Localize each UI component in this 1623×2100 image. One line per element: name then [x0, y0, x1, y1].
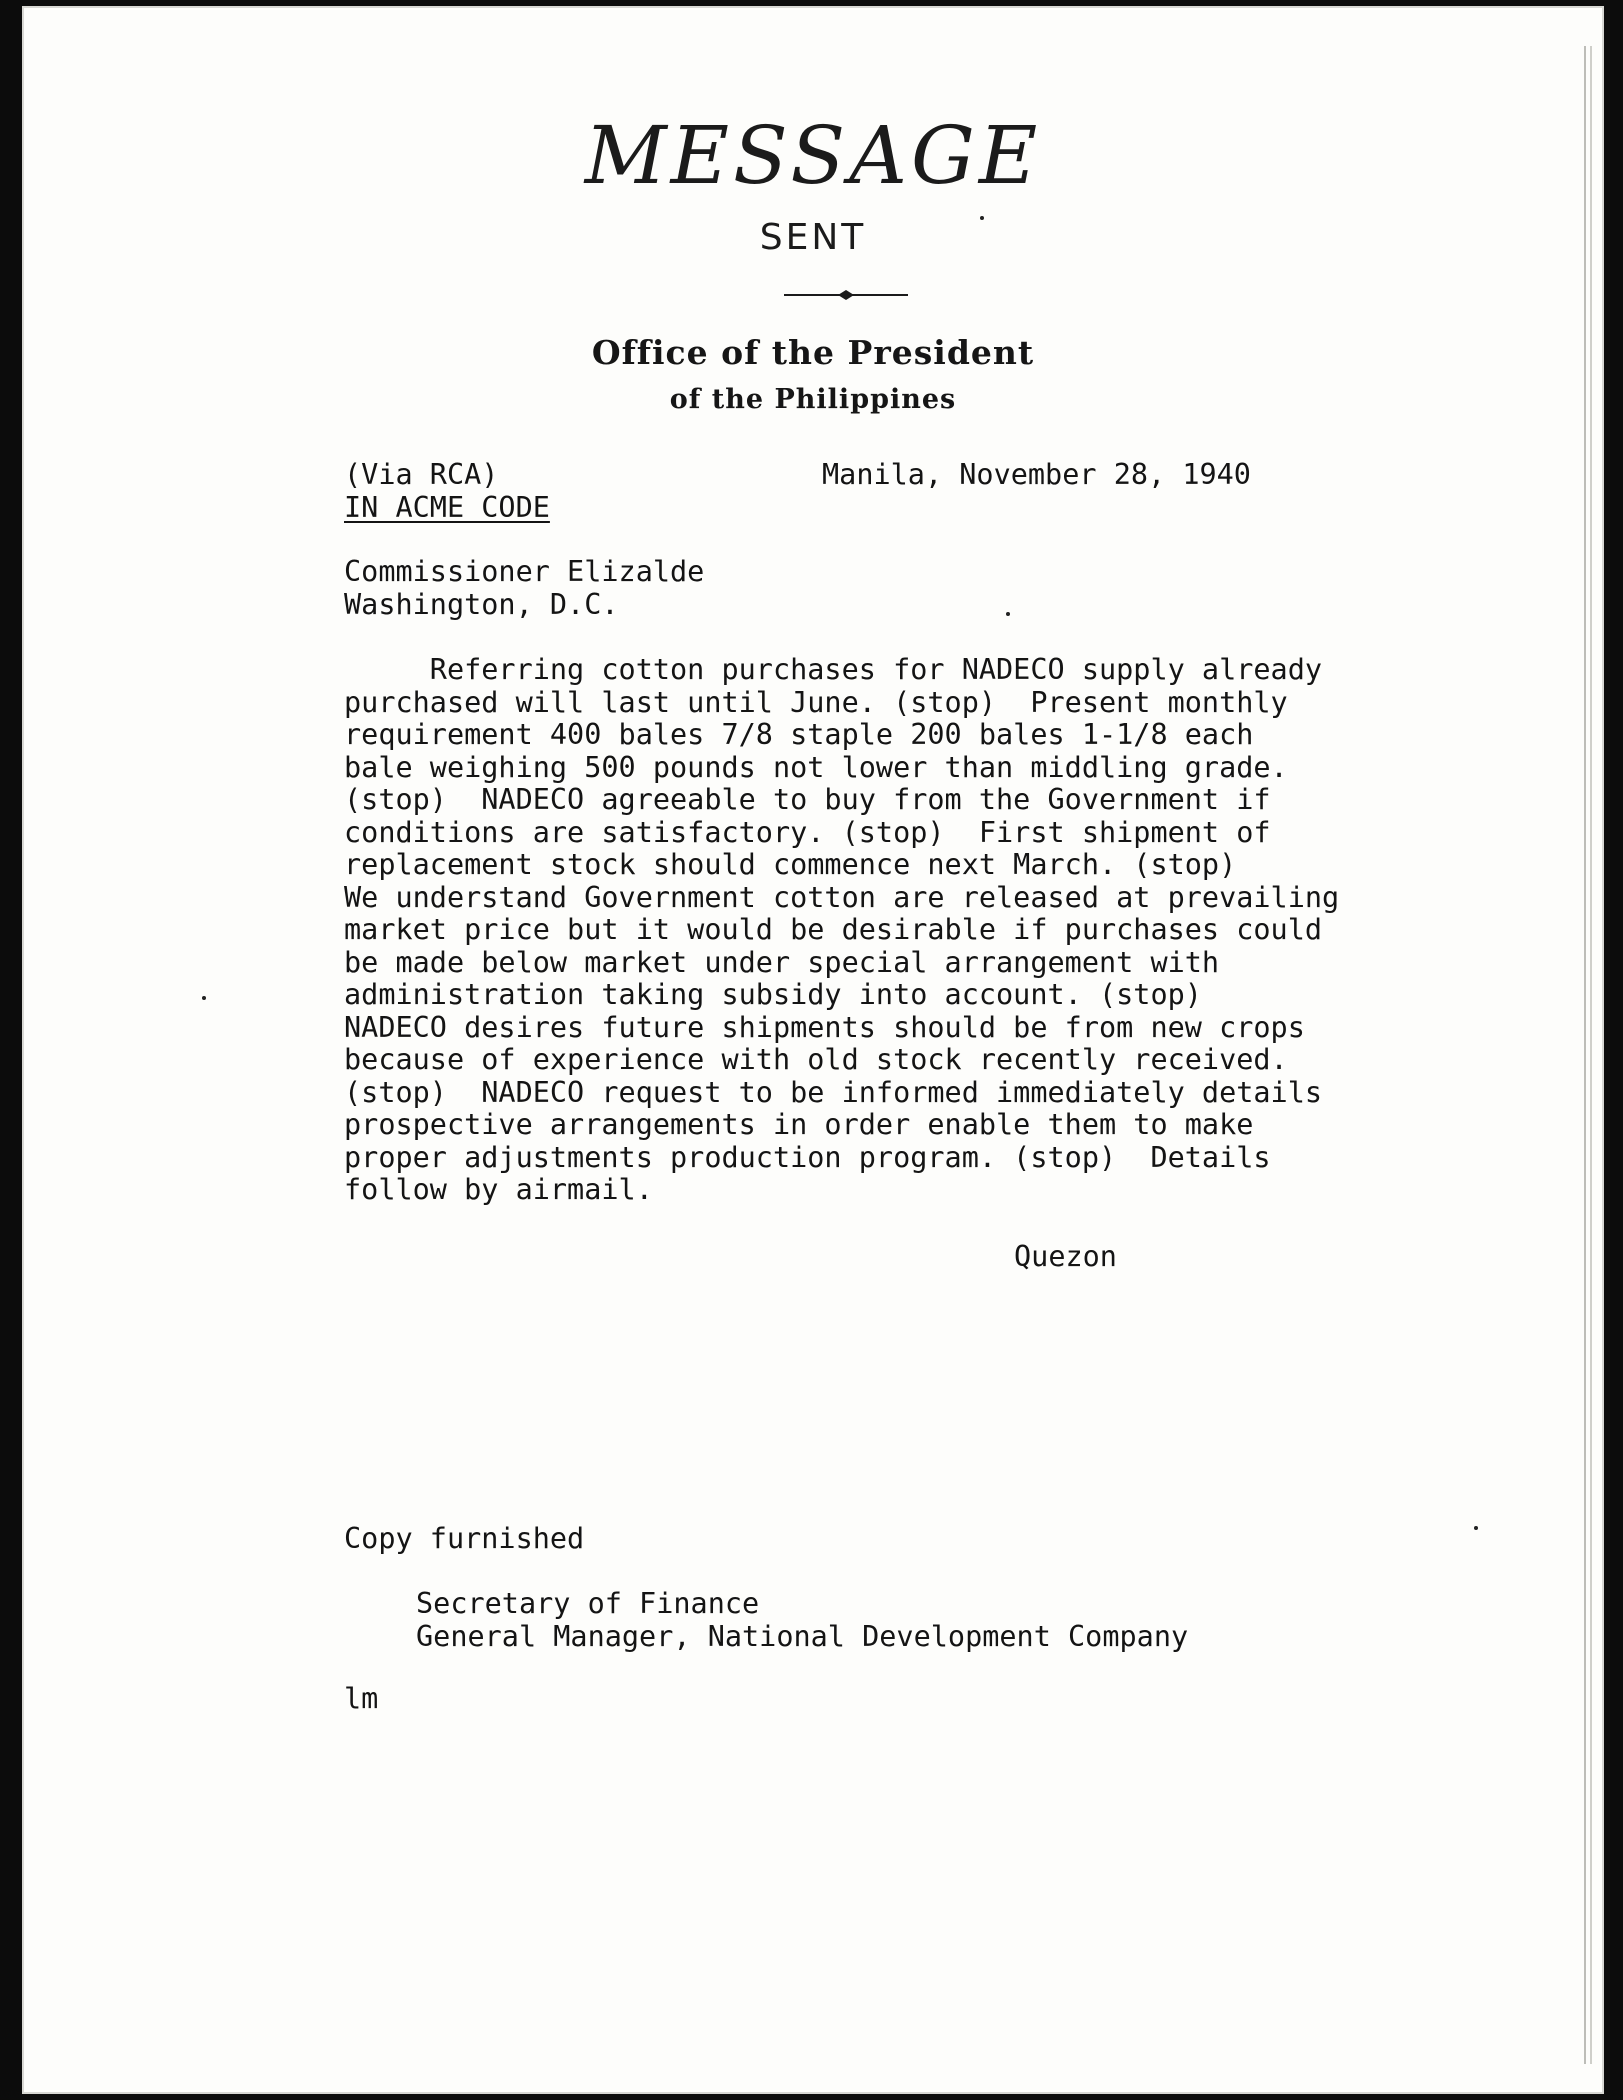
message-title: MESSAGE [584, 109, 1042, 202]
message-body [344, 654, 1504, 1207]
ink-speck [980, 216, 984, 220]
addressee-name: Commissioner Elizalde [344, 555, 705, 588]
message-subtitle: SENT [759, 217, 867, 258]
ink-speck [202, 996, 206, 1000]
copy-recipient: Secretary of Finance [416, 1587, 760, 1620]
body-line: conditions are satisfactory. (stop) First shipment of [344, 815, 1271, 849]
body-line: Referring cotton purchases for NADECO supply already [344, 653, 1323, 686]
body-line: requirement 400 bales 7/8 staple 200 bales 1-1/8 each [344, 718, 1254, 751]
body-line: because of experience with old stock recently received. [344, 1043, 1288, 1076]
body-line: (stop) NADECO request to be informed immediately details [344, 1075, 1323, 1109]
office-subheading: of the Philippines [669, 384, 957, 415]
ink-speck [1474, 1526, 1478, 1530]
body-line: purchased will last until June. (stop) Present monthly [344, 685, 1288, 719]
document-page [22, 6, 1604, 2094]
typist-initials: lm [344, 1682, 379, 1715]
addressee-location: Washington, D.C. [344, 588, 619, 621]
body-line: (stop) NADECO agreeable to buy from the Government if [344, 783, 1271, 816]
divider-ornament-icon [784, 288, 908, 302]
body-line: market price but it would be desirable if purchases could [344, 913, 1323, 946]
body-line: NADECO desires future shipments should be from new crops [344, 1010, 1305, 1044]
routing-code: IN ACME CODE [344, 491, 550, 524]
dateline: Manila, November 28, 1940 [822, 458, 1251, 491]
body-line: administration taking subsidy into account. (stop) [344, 978, 1202, 1011]
routing-via: (Via RCA) [344, 458, 499, 491]
body-line: follow by airmail. [344, 1173, 653, 1206]
copy-furnished-heading: Copy furnished [344, 1522, 585, 1555]
office-heading: Office of the President [591, 333, 1035, 372]
ink-speck [1006, 612, 1010, 616]
copy-recipient: General Manager, National Development Company [416, 1620, 1189, 1653]
body-line: bale weighing 500 pounds not lower than middling grade. [344, 750, 1288, 784]
body-line: proper adjustments production program. (stop) Details [344, 1140, 1271, 1174]
signature: Quezon [1014, 1240, 1117, 1273]
body-line: replacement stock should commence next March. (stop) [344, 848, 1237, 881]
body-line: prospective arrangements in order enable them to make [344, 1108, 1254, 1141]
body-line: be made below market under special arrangement with [344, 945, 1220, 979]
body-line: We understand Government cotton are released at prevailing [344, 880, 1340, 914]
